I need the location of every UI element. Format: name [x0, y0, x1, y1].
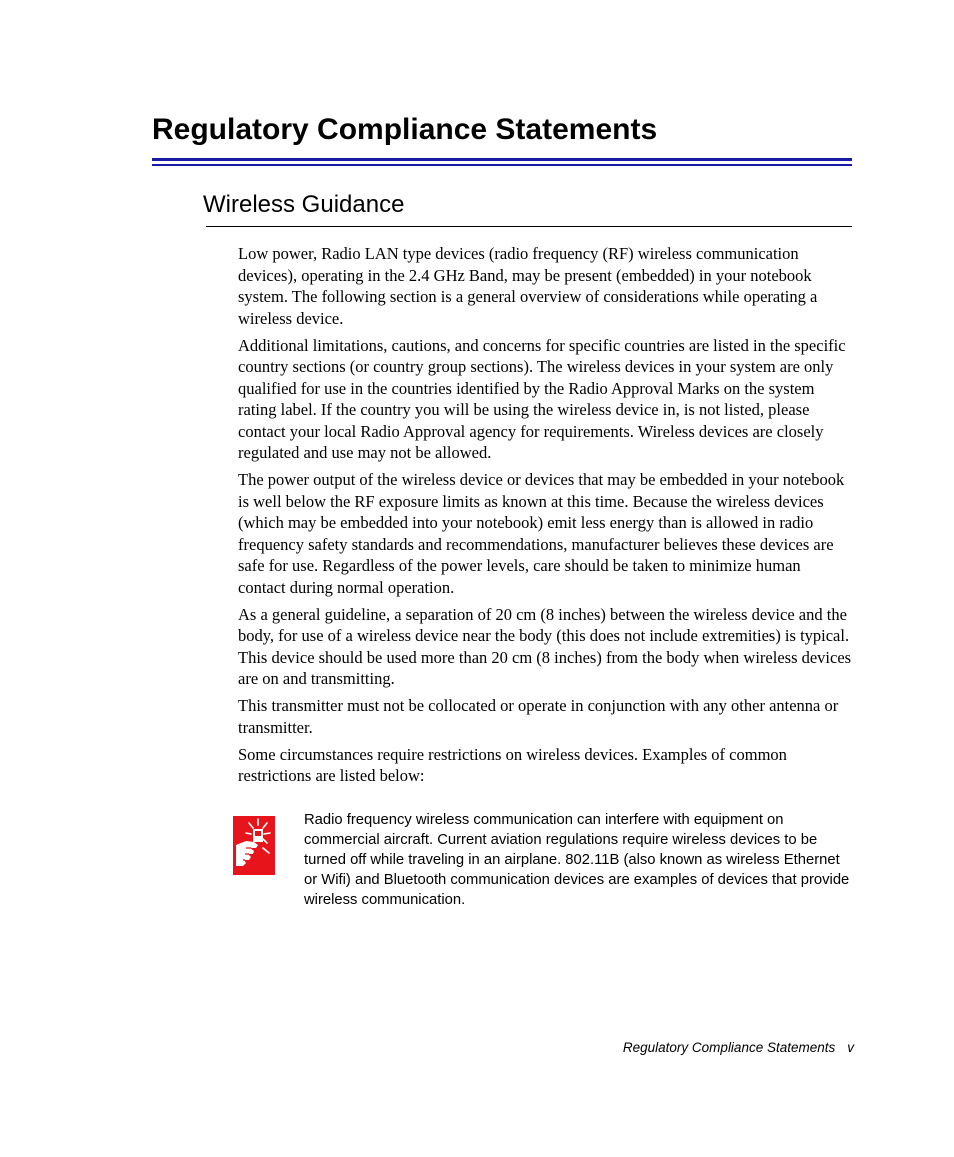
- paragraph: Low power, Radio LAN type devices (radio frequency (RF) wireless communication devices), operating in the 2.4 GHz Band, may be present (embedded) in your notebook system. The following section is a general overview of considerations while operating a wireless device.: [238, 244, 818, 328]
- paragraph: As a general guideline, a separation of 20 cm (8 inches) between the wireless device and the body, for use of a wireless device near the body (this does not include extremities) is typical. This device should be used more than 20 cm (8 inches) from the body when wireless devices are on and transmitting.: [238, 604, 852, 688]
- page-title: Regulatory Compliance Statements: [152, 113, 658, 146]
- paragraph: Some circumstances require restrictions on wireless devices. Examples of common restrictions are listed below:: [238, 744, 787, 785]
- paragraph: Additional limitations, cautions, and concerns for specific countries are listed in the specific country sections (or country group sections). The wireless devices in your system are only qualified for use in the countries identified by the Radio Approval Marks on the system rating label. If the country you will be using the wireless device in, is not listed, please contact your local Radio Approval agency for requirements. Wireless devices are closely regulated and use may not be allowed.: [238, 335, 846, 462]
- warning-text: Radio frequency wireless communication can interfere with equipment on commercial aircraft. Current aviation regulations require wireless devices to be turned off while traveling in an airplane. 802.11B (also known as wireless Ethernet or Wifi) and Bluetooth communication devices are examples of devices that provide wireless communication.: [304, 812, 850, 908]
- section-rule: [206, 226, 852, 227]
- paragraph: The power output of the wireless device or devices that may be embedded in your notebook is well below the RF exposure limits as known at this time. Because the wireless devices (which may be embedded into your notebook) emit less energy than is allowed in radio frequency safety standards and recommendations, manufacturer believes these devices are safe for use. Regardless of the power levels, care should be taken to minimize human contact during normal operation.: [238, 470, 845, 597]
- page-footer: [623, 1040, 854, 1055]
- title-rule-top: [152, 158, 852, 161]
- page-number: v: [847, 1040, 854, 1055]
- section-body: [238, 243, 852, 792]
- title-rule-bottom: [152, 164, 852, 166]
- paragraph: This transmitter must not be collocated or operate in conjunction with any other antenna or transmitter.: [238, 696, 839, 737]
- footer-label: Regulatory Compliance Statements: [622, 1040, 836, 1055]
- hand-radio-warning-icon: [232, 815, 276, 876]
- section-heading: Wireless Guidance: [203, 191, 405, 218]
